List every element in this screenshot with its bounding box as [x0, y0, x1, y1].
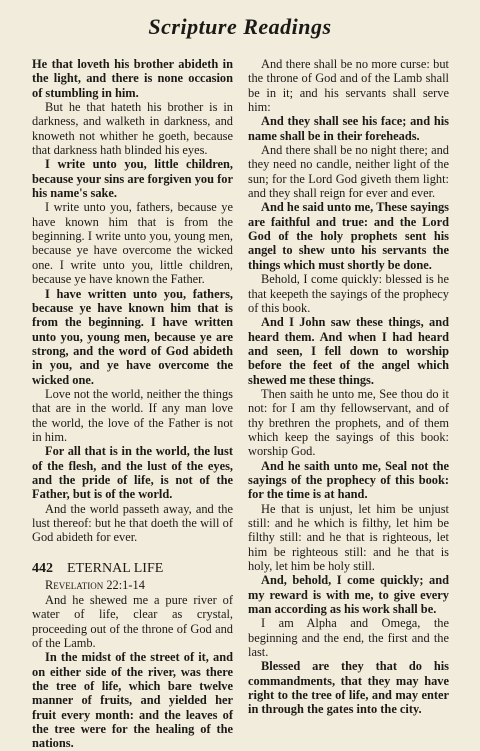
reading-paragraph: I write unto you, fathers, because ye have known him that is from the beginning. I write unto you, young men, because ye have overcome the wicked one. I write unto you, little children, because ye have known the Father.: [32, 200, 233, 287]
right-column: [248, 57, 449, 717]
reading-paragraph: Love not the world, neither the things that are in the world. If any man love the world, the love of the Father is not in him.: [32, 386, 233, 444]
reading-paragraph: But he that hateth his brother is in darkness, and walketh in darkness, and knoweth not whither he goeth, because that darkness hath blinded his eyes.: [32, 100, 233, 158]
reading-paragraph: Behold, I come quickly: blessed is he that keepeth the sayings of the prophecy of this book.: [248, 272, 449, 315]
reading-paragraph: And the world passeth away, and the lust thereof: but he that doeth the will of God abideth for ever.: [32, 501, 233, 545]
section-heading: [32, 561, 233, 577]
scripture-reference: Revelation 22:1-14: [45, 577, 145, 592]
reading-paragraph: I write unto you, little children, because your sins are forgiven you for his name's sake.: [32, 157, 233, 201]
reading-paragraph: Then saith he unto me, See thou do it not: for I am thy fellowservant, and of thy brethren the prophets, and of them which keep the sayings of this book: worship God.: [248, 386, 449, 459]
reading-paragraph: He that is unjust, let him be unjust still: and he which is filthy, let him be filthy still: and he that is righteous, let him be righteous still: and he that is holy, let him be holy still.: [248, 501, 449, 574]
reading-paragraph: He that loveth his brother abideth in the light, and there is none occasion of stumbling in him.: [32, 57, 233, 100]
reading-paragraph: And, behold, I come quickly; and my reward is with me, to give every man according as his work shall be.: [248, 573, 449, 617]
left-column: [32, 57, 233, 751]
reading-paragraph: And he saith unto me, Seal not the sayings of the prophecy of this book: for the time is at hand.: [248, 458, 449, 502]
reading-paragraph: And he shewed me a pure river of water of life, clear as crystal, proceeding out of the throne of God and of the Lamb.: [32, 593, 233, 651]
reading-paragraph: I have written unto you, fathers, because ye have known him that is from the beginning. I have written unto you, young men, because ye are strong, and the word of God abideth in you, and ye have overcome the wicked one.: [32, 286, 233, 387]
left-reading: [32, 57, 233, 545]
reading-paragraph: And I John saw these things, and heard them. And when I had heard and seen, I fell down to worship before the feet of the angel which shewed me these things.: [248, 315, 449, 387]
page-header: Scripture Readings: [148, 14, 332, 39]
reading-paragraph: I am Alpha and Omega, the beginning and the end, the first and the last.: [248, 616, 449, 660]
reading-paragraph: For all that is in the world, the lust of the flesh, and the lust of the eyes, and the pride of life, is not of the Father, but is of the world.: [32, 444, 233, 502]
reading-paragraph: And there shall be no more curse: but the throne of God and of the Lamb shall be in it; and his servants shall serve him:: [248, 57, 449, 115]
reading-paragraph: And there shall be no night there; and they need no candle, neither light of the sun; for the Lord God giveth them light: and they shall reign for ever and ever.: [248, 143, 449, 201]
reading-paragraph: In the midst of the street of it, and on either side of the river, was there the tree of life, which bare twelve manner of fruits, and yielded her fruit every month: and the leaves of the tree were for the healing of the nations.: [32, 650, 233, 751]
reading-title: ETERNAL LIFE: [67, 560, 164, 576]
reading-paragraph: Blessed are they that do his commandments, that they may have right to the tree of life, and may enter in through the gates into the city.: [248, 659, 449, 717]
reading-paragraph: And he said unto me, These sayings are faithful and true: and the Lord God of the holy prophets sent his angel to shew unto his servants the things which must shortly be done.: [248, 200, 449, 272]
reading-paragraph: And they shall see his face; and his name shall be in their foreheads.: [248, 114, 449, 143]
reading-number: 442: [32, 560, 53, 576]
